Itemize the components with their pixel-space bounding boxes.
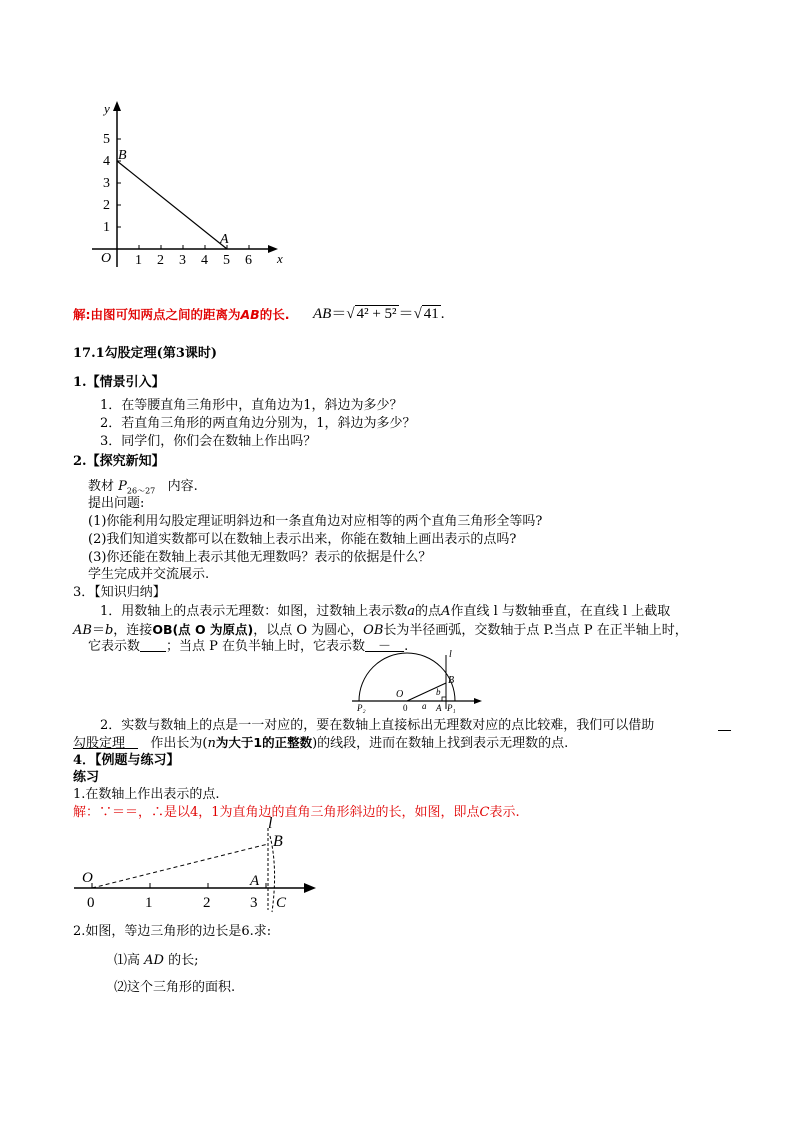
segment-ob (92, 844, 268, 888)
answer-blank-2: ＿－＿ (365, 639, 405, 654)
answer-blank-3: 勾股定理＿ (73, 736, 139, 751)
y-axis-label: y (104, 101, 110, 116)
x-tick: 2 (157, 253, 164, 268)
y-tick: 1 (103, 220, 110, 235)
tick-label: 2 (203, 895, 211, 911)
practice-heading: 练习 (73, 770, 100, 785)
knowledge-p1-line2: AB＝b，连接OB(点 O 为原点)，以点 O 为圆心，OB长为半径画弧，交数轴于点 P.当点 P 在正半轴上时， (73, 622, 688, 638)
section-1-heading: 1.【情景引入】 (73, 375, 165, 390)
x-tick: 3 (179, 253, 186, 268)
tick-label: 0 (87, 895, 95, 911)
number-line-construction-figure (70, 815, 330, 918)
question-2: (2)我们知道实数都可以在数轴上表示出来，你能在数轴上画出表示的点吗? (88, 532, 517, 547)
number-line-arrow (304, 883, 316, 893)
zero-label: 0 (403, 703, 408, 713)
sqrt-icon: √ (346, 306, 355, 322)
point-b-label: B (118, 148, 127, 163)
y-tick: 5 (103, 132, 110, 147)
tick-label: 1 (145, 895, 153, 911)
point-a-label: A (436, 703, 442, 713)
line-l-label: l (268, 815, 273, 832)
exercise-2-q1: ⑴高 AD 的长; (114, 953, 199, 968)
y-axis-arrow (113, 101, 121, 111)
question-3: (3)你还能在数轴上表示其他无理数吗？表示的依据是什么？ (88, 550, 432, 565)
ab-label: AB (240, 307, 260, 322)
sqrt-icon: √ (413, 306, 422, 322)
answer-blank-3-start: ＿ (718, 718, 732, 733)
section-3-heading: 3．【知识归纳】 (73, 585, 166, 600)
y-tick: 2 (103, 198, 110, 213)
student-note: 学生完成并交流展示. (88, 567, 210, 582)
x-tick: 4 (201, 253, 208, 268)
origin-label: O (101, 251, 112, 266)
raise-question: 提出问题: (88, 496, 145, 511)
line-l-label: l (449, 649, 452, 660)
x-tick: 6 (245, 253, 252, 268)
point-b-label: B (273, 833, 283, 850)
coordinate-graph (80, 95, 300, 275)
exercise-2-q2: ⑵这个三角形的面积. (114, 980, 236, 995)
side-b-label: b (436, 687, 441, 697)
question-1: (1)你能利用勾股定理证明斜边和一条直角边对应相等的两个直角三角形全等吗? (88, 514, 543, 529)
exercise-2: 2.如图，等边三角形的边长是6.求: (73, 924, 272, 939)
point-a-label: A (250, 873, 260, 889)
tick-label: 3 (250, 895, 258, 911)
section-2-heading: 2.【探究新知】 (73, 454, 165, 469)
knowledge-p1-line3: 它表示数＿＿；当点 P 在负半轴上时，它表示数＿－＿. (88, 639, 409, 654)
knowledge-p2-line2: 勾股定理＿ 作出长为(n为大于1的正整数)的线段，进而在数轴上找到表示无理数的点. (73, 735, 569, 751)
origin-label: O (396, 689, 404, 700)
point-b-label: B (448, 675, 455, 686)
exercise-1: 1.在数轴上作出表示的点. (73, 787, 220, 802)
radius-arc (359, 653, 455, 701)
y-tick: 4 (103, 154, 110, 169)
textbook-ref: 教材 $P_{26\sim 27}$ 内容. (88, 479, 198, 496)
y-tick: 3 (103, 176, 110, 191)
origin-label: O (82, 870, 93, 886)
lesson-title: 17.1勾股定理(第3课时) (73, 346, 218, 361)
x-axis-label: x (277, 251, 283, 266)
number-line-arc-figure (350, 645, 490, 713)
x-tick: 1 (135, 253, 142, 268)
section-4-heading: 4．【例题与练习】 (73, 753, 180, 768)
point-a-label: A (220, 232, 229, 247)
list-item: 3．同学们，你们会在数轴上作出吗？ (100, 434, 317, 449)
knowledge-p1-line1: 1．用数轴上的点表示无理数：如图，过数轴上表示数a的点A作直线 l 与数轴垂直，在直线 l 上截取 (100, 604, 671, 619)
point-c-label: C (276, 895, 287, 911)
list-item: 2．若直角三角形的两直角边分别为，1，斜边为多少？ (100, 416, 416, 431)
distance-formula: AB＝√ 4² + 5² ＝√ 41 . (313, 306, 445, 322)
segment-ab (117, 161, 227, 249)
exercise-1-solution: 解：∵＝＝，∴是以4，1为直角边的直角三角形斜边的长，如图，即点C表示. (73, 805, 520, 820)
point-p2-label: P₂ (357, 703, 366, 713)
list-item: 1．在等腰直角三角形中，直角边为1，斜边为多少？ (100, 398, 403, 413)
x-tick: 5 (223, 253, 230, 268)
solution-1: 解:由图可知两点之间的距离为AB的长. (73, 307, 290, 322)
side-a-label: a (422, 701, 427, 711)
answer-blank-1: ＿＿ (140, 639, 167, 654)
number-line-arrow (474, 698, 482, 704)
knowledge-p2-line1: 2．实数与数轴上的点是一一对应的，要在数轴上直接标出无理数对应的点比较难，我们可以借助 (100, 718, 655, 733)
point-p1-label: P₁ (447, 703, 456, 713)
